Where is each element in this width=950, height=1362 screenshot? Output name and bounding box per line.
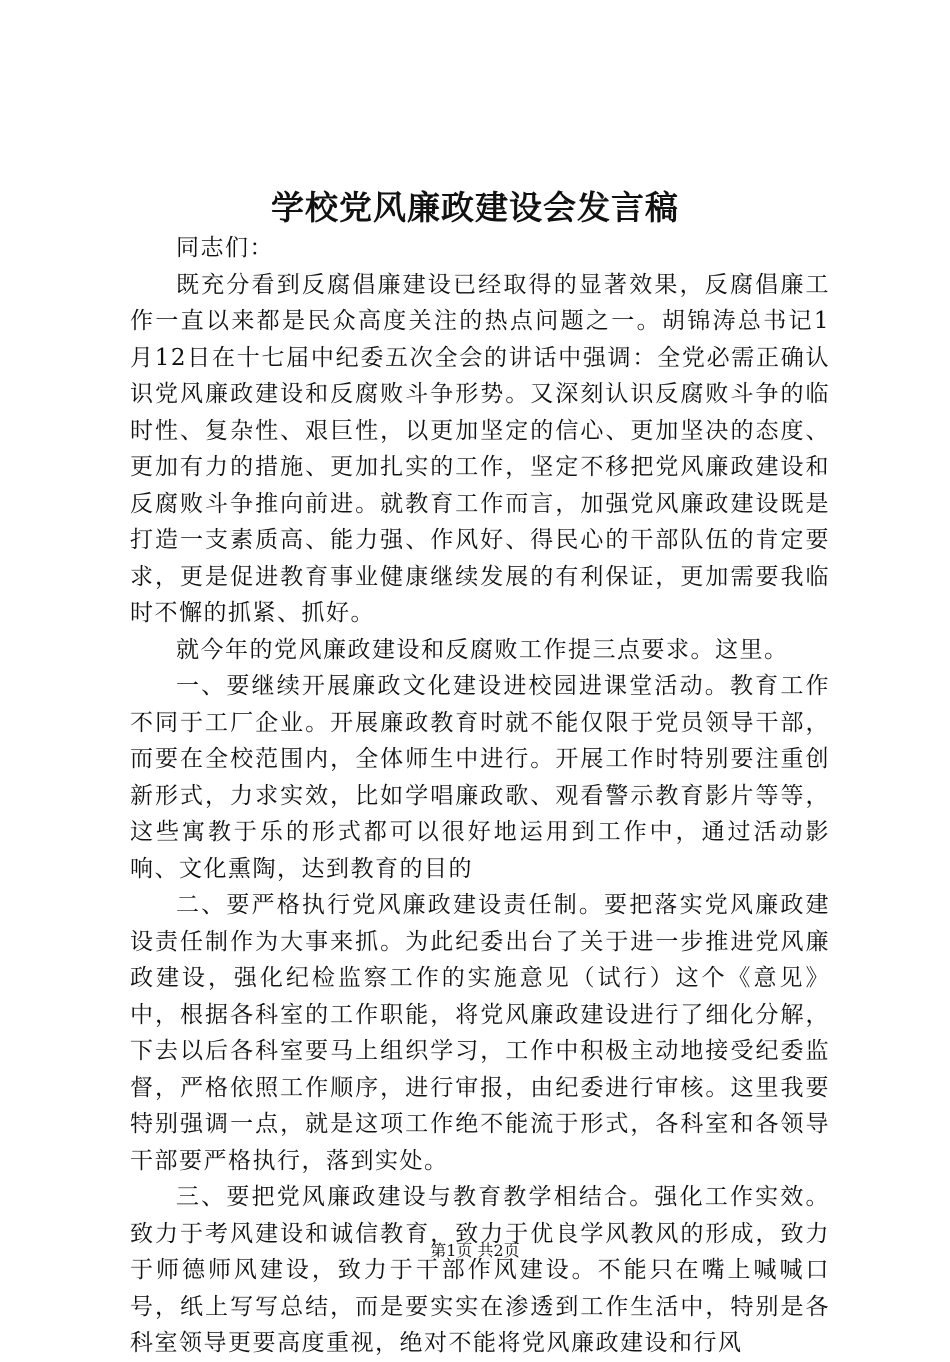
body-paragraph: 既充分看到反腐倡廉建设已经取得的显著效果，反腐倡廉工作一直以来都是民众高度关注的热点问题之一。胡锦涛总书记1月12日在十七届中纪委五次全会的讲话中强调：全党必需正确认识党风廉政建设和反腐败斗争形势。又深刻认识反腐败斗争的临时性、复杂性、艰巨性，以更加坚定的信心、更加坚决的态度、更加有力的措施、更加扎实的工作，坚定不移把党风廉政建设和反腐败斗争推向前进。就教育工作而言，加强党风廉政建设既是打造一支素质高、能力强、作风好、得民心的干部队伍的肯定要求，更是促进教育事业健康继续发展的有利保证，更加需要我临时不懈的抓紧、抓好。 (130, 271, 830, 626)
page-number: 第1页 (430, 1241, 473, 1260)
body-paragraph: 二、要严格执行党风廉政建设责任制。要把落实党风廉政建设责任制作为大事来抓。为此纪委出台了关于进一步推进党风廉政建设，强化纪检监察工作的实施意见（试行）这个《意见》中，根据各科室的工作职能，将党风廉政建设进行了细化分解，下去以后各科室要马上组织学习，工作中积极主动地接受纪委监督，严格依照工作顺序，进行审报，由纪委进行审核。这里我要特别强调一点，就是这项工作绝不能流于形式，各科室和各领导干部要严格执行，落到实处。 (130, 892, 830, 1174)
page-footer (0, 1240, 950, 1262)
page-total: 共2页 (477, 1241, 520, 1260)
body-paragraph: 三、要把党风廉政建设与教育教学相结合。强化工作实效。致力于考风建设和诚信教育，致力于优良学风教风的形成，致力于师德师风建设，致力于干部作风建设。不能只在嘴上喊喊口号，纸上写写总结，而是要实实在渗透到工作生活中，特别是各科室领导更要高度重视，绝对不能将党风廉政建设和行风 (130, 1184, 830, 1356)
body-paragraph: 一、要继续开展廉政文化建设进校园进课堂活动。教育工作不同于工厂企业。开展廉政教育时就不能仅限于党员领导干部，而要在全校范围内，全体师生中进行。开展工作时特别要注重创新形式，力求实效，比如学唱廉政歌、观看警示教育影片等等，这些寓教于乐的形式都可以很好地运用到工作中，通过活动影响、文化熏陶，达到教育的目的 (130, 673, 830, 882)
document-body (130, 230, 830, 1362)
document-title: 学校党风廉政建设会发言稿 (271, 188, 679, 227)
greeting-paragraph: 同志们： (176, 235, 274, 261)
body-paragraph: 就今年的党风廉政建设和反腐败工作提三点要求。这里。 (176, 636, 789, 663)
